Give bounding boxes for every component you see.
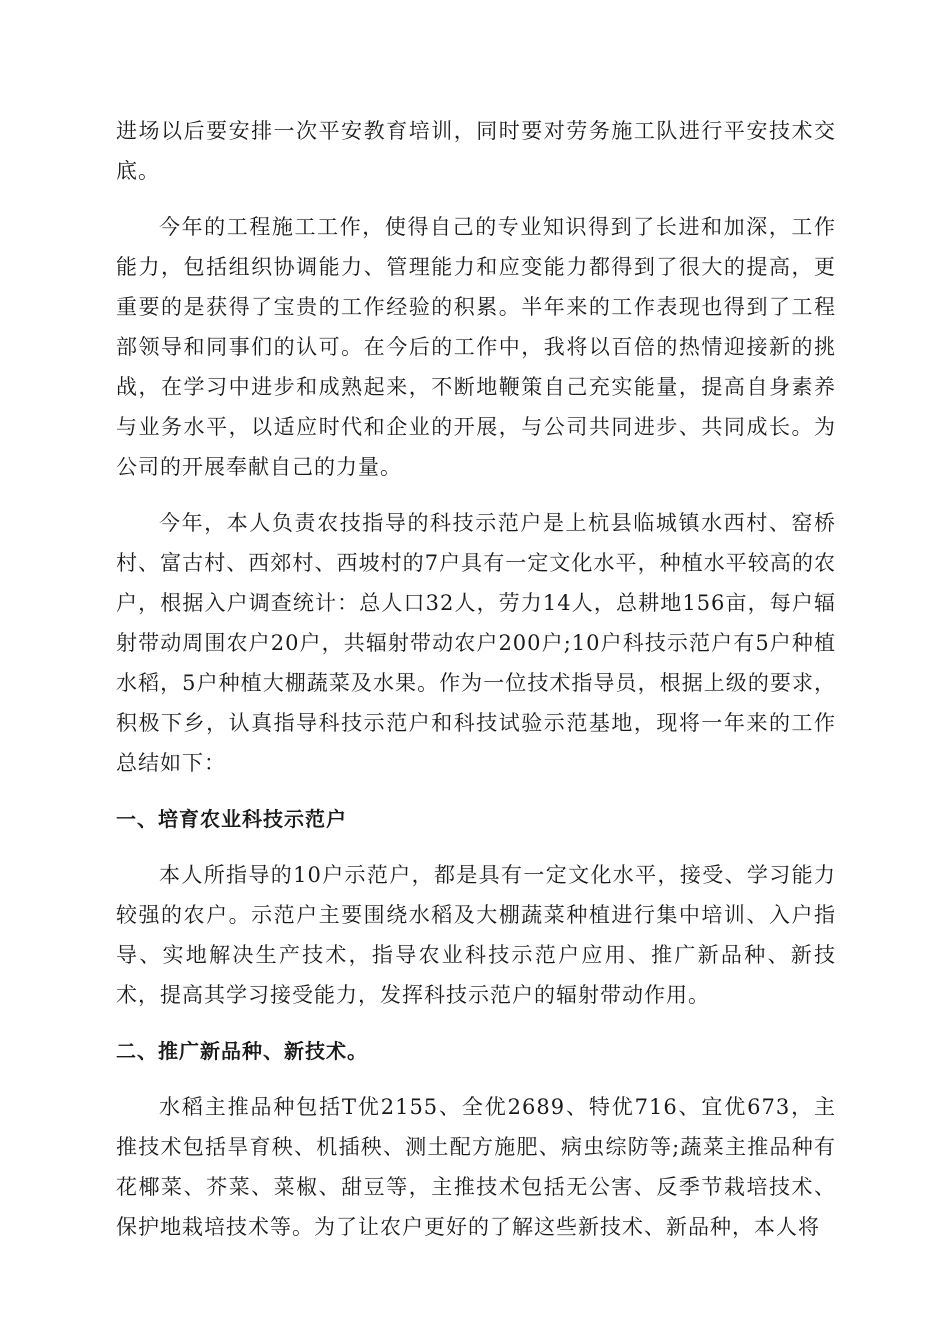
paragraph-work-summary: 今年的工程施工工作，使得自己的专业知识得到了长进和加深，工作能力，包括组织协调能力、管理能力和应变能力都得到了很大的提高，更重要的是获得了宝贵的工作经验的积累。半年来的工作表现也得到了工程部领导和同事们的认可。在今后的工作中，我将以百倍的热情迎接新的挑战，在学习中进步和成熟起来，不断地鞭策自己充实能量，提高自身素养与业务水平，以适应时代和企业的开展，与公司共同进步、共同成长。为公司的开展奉献自己的力量。	[116, 215, 836, 479]
section-body-cultivate-households: 本人所指导的10户示范户，都是具有一定文化水平，接受、学习能力较强的农户。示范户主要围绕水稻及大棚蔬菜种植进行集中培训、入户指导、实地解决生产技术，指导农业科技示范户应用、推广新品种、新技术，提高其学习接受能力，发挥科技示范户的辐射带动作用。	[116, 863, 836, 1007]
paragraph-gap	[116, 1071, 836, 1087]
section-heading-promote-varieties: 二、推广新品种、新技术。	[116, 1039, 368, 1063]
paragraph-gap	[116, 487, 836, 503]
paragraph-gap	[116, 1015, 836, 1031]
document-body	[116, 111, 836, 1247]
section-body-promote-varieties: 水稻主推品种包括T优2155、全优2689、特优716、宜优673，主推技术包括旱育秧、机插秧、测土配方施肥、病虫综防等;蔬菜主推品种有花椰菜、芥菜、菜椒、甜豆等，主推技术包括无公害、反季节栽培技术、保护地栽培技术等。为了让农户更好的了解这些新技术、新品种，本人将	[116, 1095, 836, 1239]
paragraph-gap	[116, 839, 836, 855]
paragraph-demonstration-households: 今年，本人负责农技指导的科技示范户是上杭县临城镇水西村、窑桥村、富古村、西郊村、西坡村的7户具有一定文化水平，种植水平较高的农户，根据入户调查统计：总人口32人，劳力14人，总耕地156亩，每户辐射带动周围农户20户，共辐射带动农户200户;10户科技示范户有5户种植水稻，5户种植大棚蔬菜及水果。作为一位技术指导员，根据上级的要求，积极下乡，认真指导科技示范户和科技试验示范基地，现将一年来的工作总结如下：	[116, 511, 836, 775]
paragraph-intro-continuation: 进场以后要安排一次平安教育培训，同时要对劳务施工队进行平安技术交底。	[116, 119, 836, 183]
paragraph-gap	[116, 191, 836, 207]
paragraph-gap	[116, 783, 836, 799]
section-heading-cultivate-households: 一、培育农业科技示范户	[116, 807, 347, 831]
